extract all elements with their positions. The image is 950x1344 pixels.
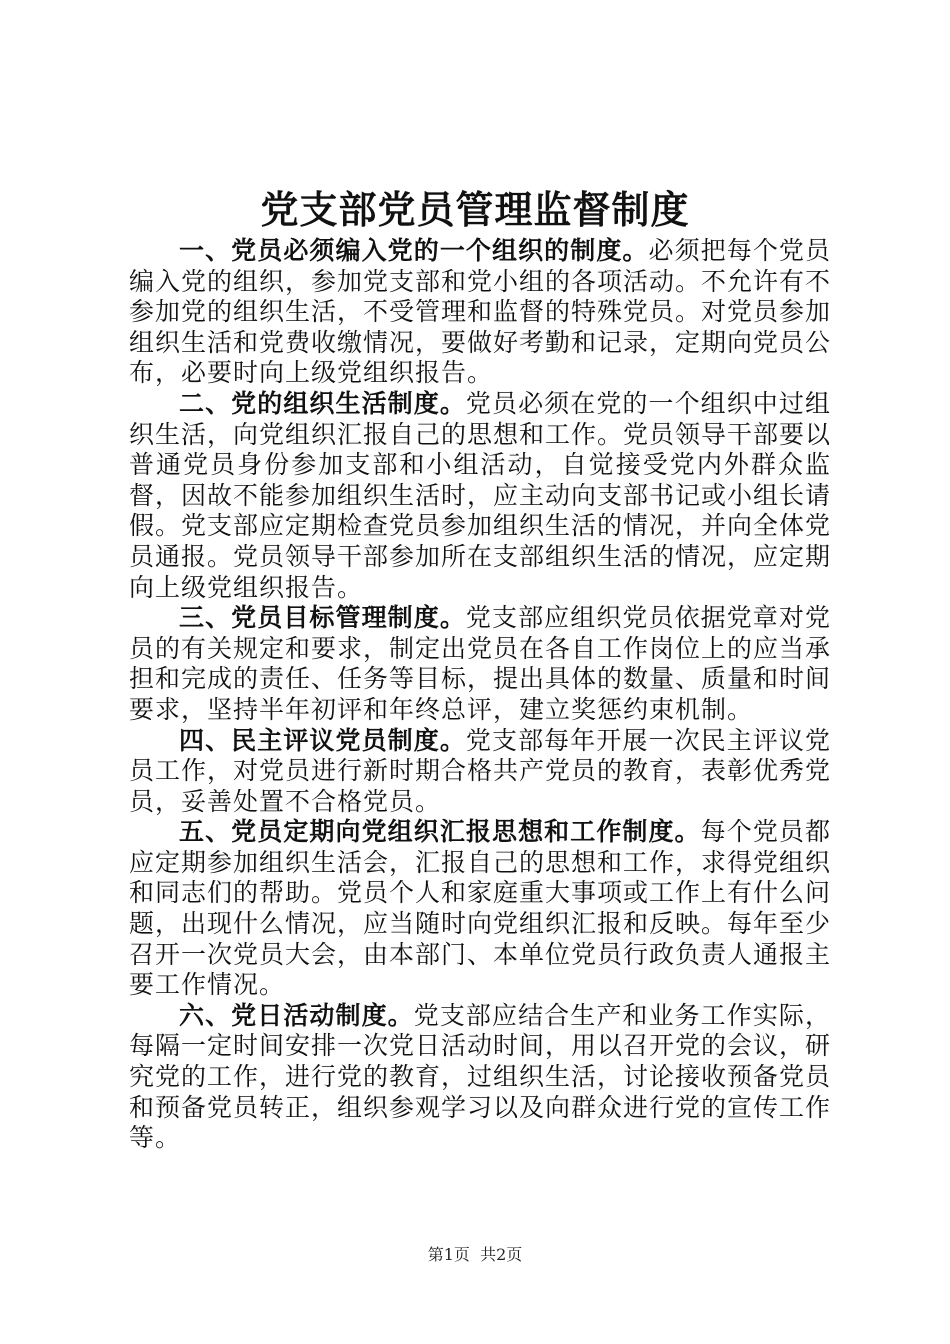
- section-paragraph: [129, 236, 831, 389]
- page-number: 第1页: [427, 1245, 470, 1264]
- section-heading: 三、党员目标管理制度。: [179, 603, 466, 633]
- section-paragraph: [129, 1001, 831, 1154]
- section-heading: 五、党员定期向党组织汇报思想和工作制度。: [179, 817, 701, 847]
- page-total: 共2页: [480, 1245, 523, 1264]
- section-paragraph: [129, 603, 831, 725]
- section-heading: 二、党的组织生活制度。: [179, 388, 466, 418]
- section-paragraph: [129, 726, 831, 818]
- section-body: 党支部应组织党员依据党章对党员的有关规定和要求，制定出党员在各自工作岗位上的应当承担和完成的责任、任务等目标，提出具体的数量、质量和时间要求，坚持半年初评和年终总评，建立奖惩约束机制。: [129, 603, 832, 724]
- section-heading: 四、民主评议党员制度。: [179, 725, 466, 755]
- section-paragraph: [129, 817, 831, 1001]
- document-title: 党支部党员管理监督制度: [260, 187, 690, 232]
- section-body: 党员必须在党的一个组织中过组织生活，向党组织汇报自己的思想和工作。党员领导干部要以普通党员身份参加支部和小组活动，自觉接受党内外群众监督，因故不能参加组织生活时，应主动向支部书记或小组长请假。党支部应定期检查党员参加组织生活的情况，并向全体党员通报。党员领导干部参加所在支部组织生活的情况，应定期向上级党组织报告。: [129, 388, 832, 602]
- section-body: 每个党员都应定期参加组织生活会，汇报自己的思想和工作，求得党组织和同志们的帮助。党员个人和家庭重大事项或工作上有什么问题，出现什么情况，应当随时向党组织汇报和反映。每年至少召开一次党员大会，由本部门、本单位党员行政负责人通报主要工作情况。: [129, 817, 832, 1000]
- document-body: [129, 236, 831, 1154]
- section-body: 党支部应结合生产和业务工作实际，每隔一定时间安排一次党日活动时间，用以召开党的会议，研究党的工作，进行党的教育，过组织生活，讨论接收预备党员和预备党员转正，组织参观学习以及向群众进行党的宣传工作等。: [129, 1000, 832, 1153]
- section-body: 党支部每年开展一次民主评议党员工作，对党员进行新时期合格共产党员的教育，表彰优秀党员，妥善处置不合格党员。: [129, 725, 832, 816]
- section-body: 必须把每个党员编入党的组织，参加党支部和党小组的各项活动。不允许有不参加党的组织生活，不受管理和监督的特殊党员。对党员参加组织生活和党费收缴情况，要做好考勤和记录，定期向党员公布，必要时向上级党组织报告。: [129, 236, 832, 388]
- section-heading: 六、党日活动制度。: [179, 1000, 414, 1030]
- section-heading: 一、党员必须编入党的一个组织的制度。: [179, 236, 649, 265]
- page-footer: [0, 1244, 950, 1266]
- section-paragraph: [129, 389, 831, 603]
